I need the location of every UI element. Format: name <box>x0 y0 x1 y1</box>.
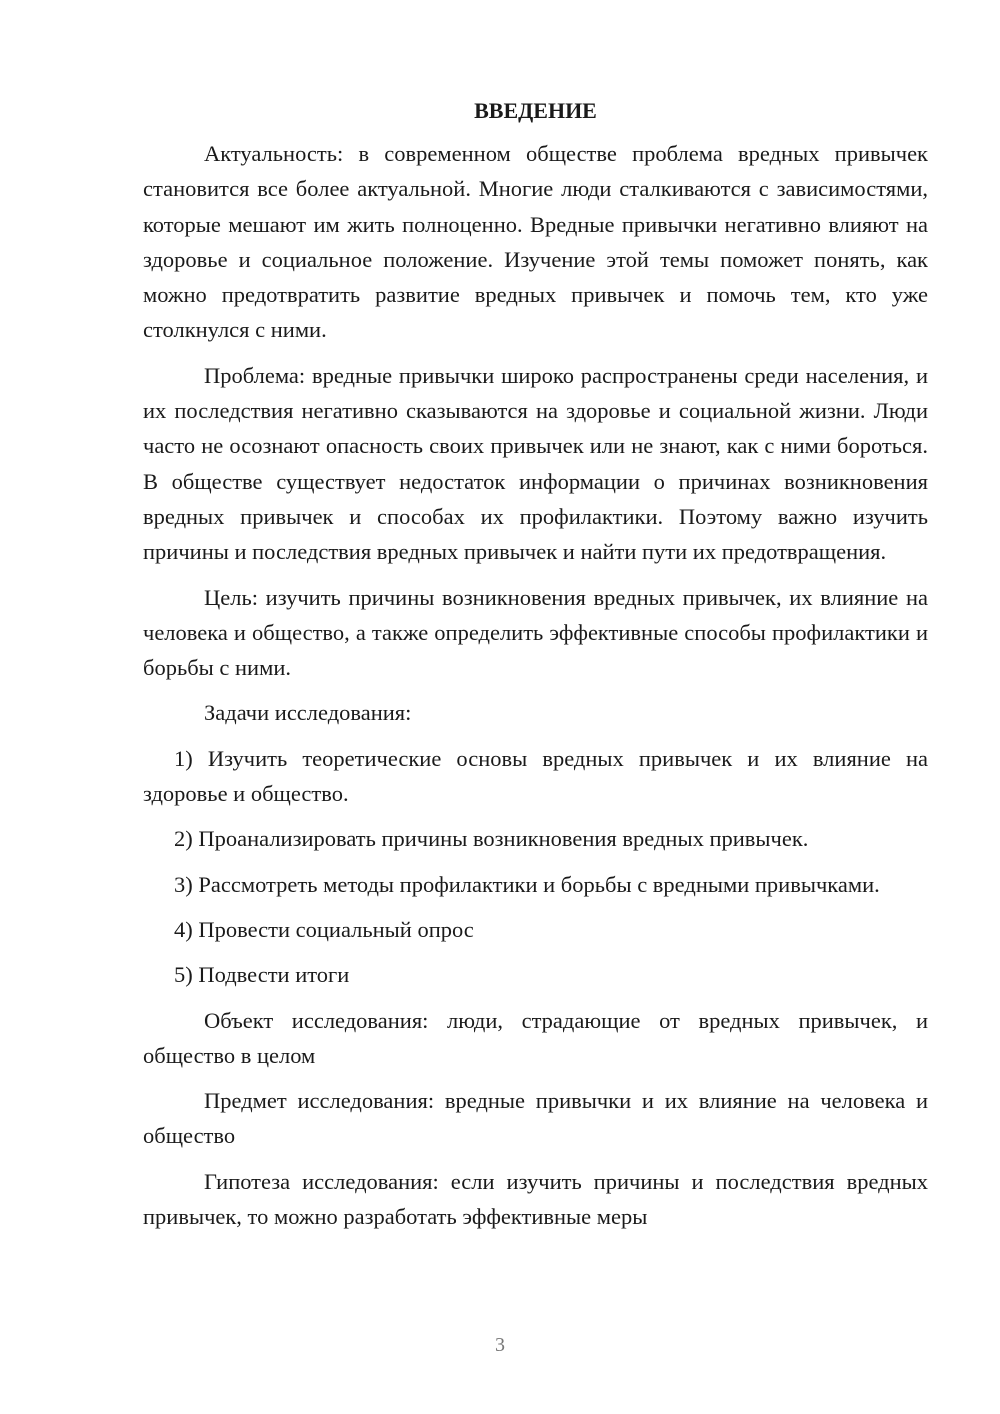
page-number: 3 <box>495 1334 505 1356</box>
paragraph-goal: Цель: изучить причины возникновения вредных привычек, их влияние на человека и общество, а также определить эффективные способы профилактики и борьбы с ними. <box>143 584 928 681</box>
task-item-4: 4) Провести социальный опрос <box>174 916 474 942</box>
paragraph-problem: Проблема: вредные привычки широко распространены среди населения, и их последствия негативно сказываются на здоровье и социальной жизни. Люди часто не осознают опасность своих привычек или не знают, как с ними бороться. В обществе существует недостаток информации о причинах возникновения вредных привычек и способах их профилактики. Поэтому важно изучить причины и последствия вредных привычек и найти пути их предотвращения. <box>143 362 928 565</box>
task-item-5: 5) Подвести итоги <box>174 962 350 988</box>
section-title: ВВЕДЕНИЕ <box>474 98 597 123</box>
paragraph-tasks-heading: Задачи исследования: <box>204 700 412 726</box>
document-page <box>143 96 928 1244</box>
paragraph-relevance: Актуальность: в современном обществе проблема вредных привычек становится все более актуальной. Многие люди сталкиваются с зависимостями, которые мешают им жить полноценно. Вредные привычки негативно влияют на здоровье и социальное положение. Изучение этой темы поможет понять, как можно предотвратить развитие вредных привычек и помочь тем, кто уже столкнулся с ними. <box>143 141 928 343</box>
paragraph-object: Объект исследования: люди, страдающие от вредных привычек, и общество в целом <box>143 1007 928 1068</box>
task-item-2: 2) Проанализировать причины возникновения вредных привычек. <box>174 826 809 852</box>
paragraph-subject: Предмет исследования: вредные привычки и их влияние на человека и общество <box>143 1088 928 1149</box>
paragraph-hypothesis: Гипотеза исследования: если изучить причины и последствия вредных привычек, то можно разработать эффективные меры <box>143 1168 928 1230</box>
task-item-3: 3) Рассмотреть методы профилактики и борьбы с вредными привычками. <box>174 871 880 897</box>
task-item-1: 1) Изучить теоретические основы вредных привычек и их влияние на здоровье и общество. <box>143 745 928 807</box>
